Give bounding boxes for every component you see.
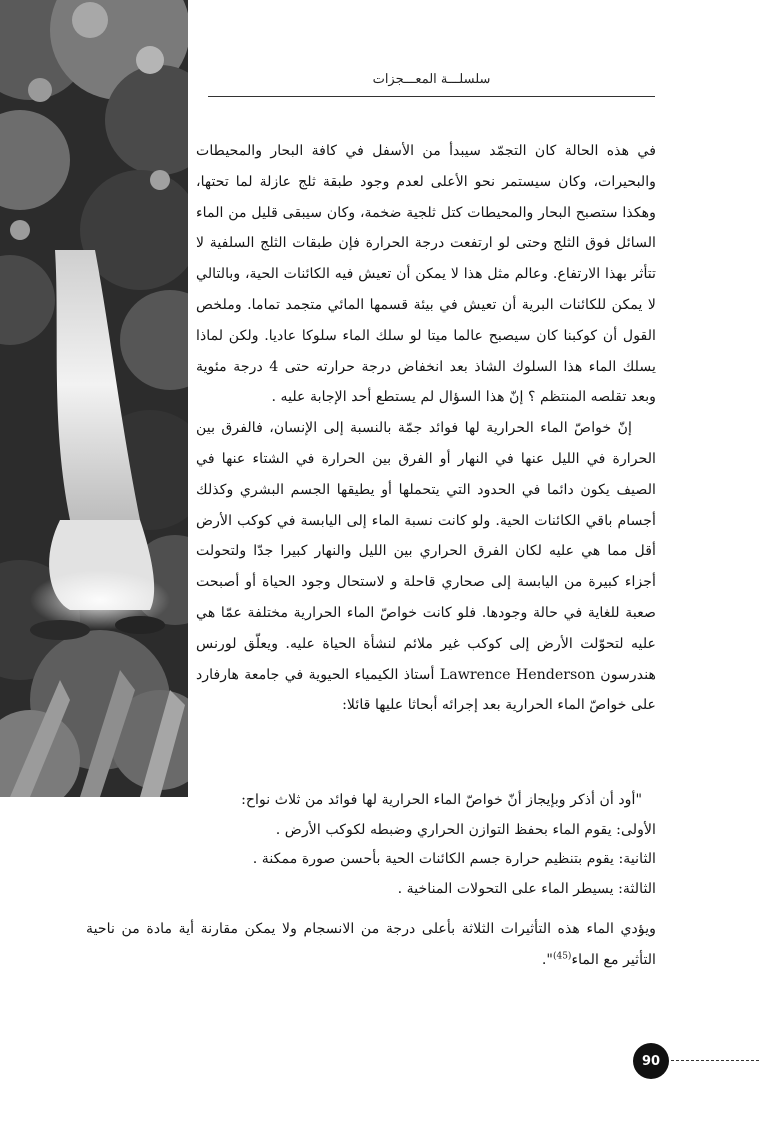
quote-line: الأولى: يقوم الماء بحفظ التوازن الحراري وضبطه لكوكب الأرض . xyxy=(275,821,656,838)
body-text xyxy=(196,136,656,721)
quote-block xyxy=(196,786,656,904)
page-number: 90 xyxy=(633,1043,669,1079)
closing-end: ". xyxy=(541,952,553,968)
quote-line: الثانية: يقوم بتنظيم حرارة جسم الكائنات الحية بأحسن صورة ممكنة . xyxy=(252,851,656,867)
series-title: سلسلـــة المعـــجزات xyxy=(372,72,491,87)
page-footer xyxy=(633,1043,761,1079)
closing-paragraph xyxy=(86,914,656,976)
quote-line: "أود أن أذكر وبإيجاز أنّ خواصّ الماء الحرارية لها فوائد من ثلاث نواح: xyxy=(241,792,642,808)
paragraph: إنّ خواصّ الماء الحرارية لها فوائد جمّة بالنسبة إلى الإنسان، فالفرق بين الحرارة في الليل عنها في النهار أو الفرق بين الحرارة في الشتاء عنها في الصيف يكون دائما في الحدود التي يتحملها أو يطيقها الجسم البشري وكذلك أجسام باقي الكائنات الحية. ولو كانت نسبة الماء إلى اليابسة في كوكب الأرض أقل مما هي عليه لكان الفرق الحراري بين الليل والنهار كبيرا جدّا ولتحولت أجزاء كبيرة من اليابسة إلى صحاري قاحلة و لاستحال وجود الحياة أو أصبحت صعبة للغاية في حالة وجودها. فلو كانت خواصّ الماء الحرارية مختلفة عمّا هي عليه لتحوّلت الأرض إلى كوكب غير ملائم لنشأة الحياة عليه. ويعلّق لورنس هندرسون Lawrence Henderson أستاذ الكيمياء الحيوية في جامعة هارفارد على خواصّ الماء الحرارية بعد إجرائه أبحاثا عليها قائلا: xyxy=(196,420,656,714)
footnote-reference: (45) xyxy=(552,951,572,962)
dashed-rule xyxy=(671,1060,759,1061)
closing-text: ويؤدي الماء هذه التأثيرات الثلاثة بأعلى درجة من الانسجام ولا يمكن مقارنة أية مادة من ناحية التأثير مع الماء xyxy=(86,921,656,968)
running-header xyxy=(208,68,655,97)
paragraph: في هذه الحالة كان التجمّد سيبدأ من الأسفل في كافة البحار والمحيطات والبحيرات، وكان سيستمر نحو الأعلى لعدم وجود طبقة ثلج عازلة لما تحتها، وهكذا ستصبح البحار والمحيطات كتل ثلجية ضخمة، وكان سيبقى قليل من الماء السائل فوق الثلج وحتى لو ارتفعت درجة الحرارة فإن طبقات الثلج السلفية لا تتأثر بهذا الارتفاع. وعالم مثل هذا لا يمكن أن تعيش فيه الكائنات الحية، وبالتالي لا يمكن للكائنات البرية أن تعيش في بيئة قسمها المائي متجمد تماما. وملخص القول أن كوكبنا كان سيصبح عالما ميتا لو سلك الماء سلوكا عاديا. ولكن لماذا يسلك الماء هذا السلوك الشاذ بعد انخفاض درجة حرارته حتى 4 درجة مئوية وبعد تقلصه المنتظم ؟ إنّ هذا السؤال لم يستطع أحد الإجابة عليه . xyxy=(196,143,656,406)
waterfall-photo xyxy=(0,0,188,797)
quote-line: الثالثة: يسيطر الماء على التحولات المناخية . xyxy=(397,880,656,897)
